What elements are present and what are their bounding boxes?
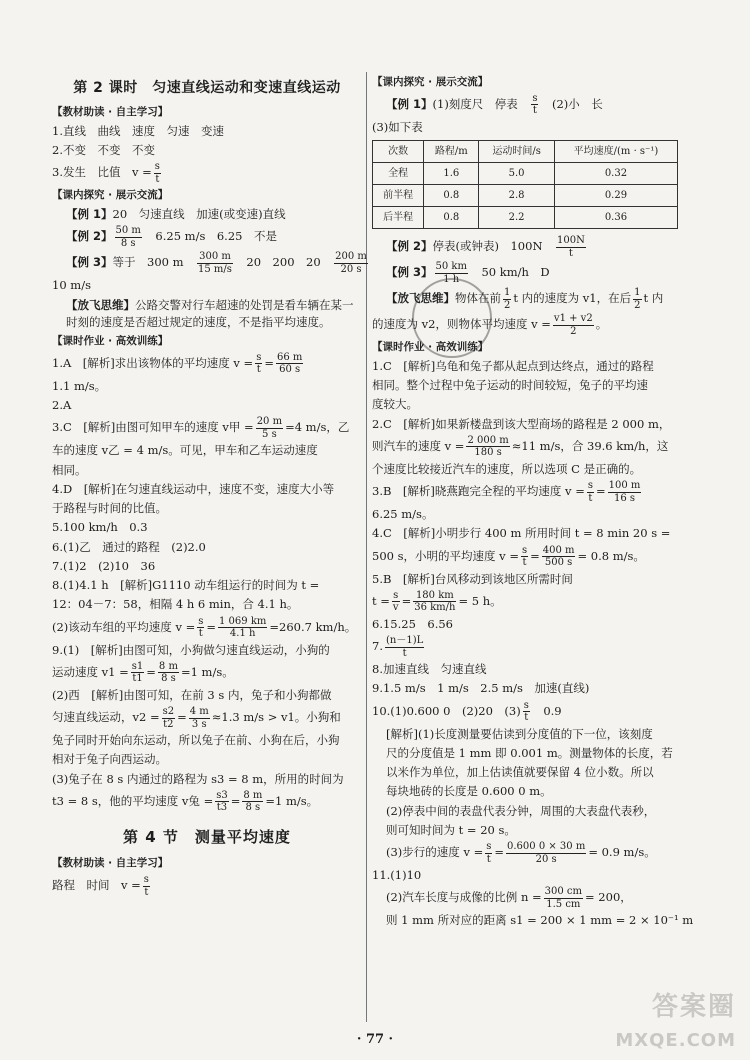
thinking-text: 。 <box>595 317 608 331</box>
fraction <box>242 790 263 814</box>
answer-text: 运动速度 v1 = <box>52 664 129 679</box>
answer-line: 7.(1)2 (2)10 36 <box>52 558 156 573</box>
table-cell: 0.29 <box>554 185 677 207</box>
answer-line: 2.A <box>52 398 72 412</box>
answer-text: = <box>206 619 217 634</box>
fraction <box>197 616 204 640</box>
answer-line <box>372 700 702 724</box>
answer-text: = <box>230 793 241 808</box>
example-line <box>372 261 702 285</box>
numerator: s <box>143 874 149 885</box>
answer-line: (2)停表中间的表盘代表分钟，周围的大表盘代表秒， <box>386 803 656 818</box>
answer-line: 9.(1) [解析]由图可知，小狗做匀速直线运动，小狗的 <box>52 642 330 657</box>
numerator: s <box>523 699 529 711</box>
answer-text: t3 = 8 s，他的平均速度 v兔 = <box>52 793 214 808</box>
table-row <box>373 163 678 185</box>
answer-text: = 0.8 m/s。 <box>577 548 645 563</box>
table-header: 次数 <box>373 141 424 163</box>
table-cell: 0.32 <box>554 163 677 185</box>
numerator: 1 <box>504 287 511 298</box>
answer-text: =1 m/s。 <box>180 664 234 679</box>
fraction <box>115 225 142 249</box>
denominator: t2 <box>163 718 174 730</box>
denominator: t <box>588 492 593 504</box>
example-text: 等于 300 m <box>112 255 184 270</box>
denominator: t1 <box>132 673 143 685</box>
answer-text: 3.发生 比值 v = <box>52 165 152 180</box>
example-text: (1)刻度尺 停表 <box>432 96 518 111</box>
denominator: 16 s <box>613 492 636 504</box>
fraction <box>466 435 509 459</box>
answer-text: = 0.9 m/s。 <box>588 845 656 859</box>
answer-line <box>52 706 362 730</box>
answer-text: 6.(1)乙 通过的路程 <box>52 539 160 554</box>
denominator: t3 <box>216 802 228 814</box>
denominator: 36 km/h <box>414 602 456 614</box>
answer-line <box>52 161 362 185</box>
answer-text: =4 m/s，乙 <box>285 420 350 435</box>
fraction <box>587 480 594 504</box>
answer-line: 5.B [解析]台风移动到该地区所需时间 <box>372 571 573 586</box>
numerator: 100N <box>557 235 585 246</box>
table-cell: 后半程 <box>373 207 424 229</box>
example-line: (3)如下表 <box>372 119 423 134</box>
answer-line: 11.(1)10 <box>372 868 422 882</box>
numerator: 50 m <box>115 225 141 237</box>
fraction <box>556 235 586 259</box>
denominator: 3 s <box>191 718 207 730</box>
numerator: 50 km <box>435 261 467 272</box>
answer-line: [解析](1)长度测量要估读到分度值的下一位，该刻度 <box>386 726 653 741</box>
table-row <box>373 185 678 207</box>
answer-text: (2)2.0 <box>171 539 206 554</box>
answer-line: 兔子同时开始向东运动，所以兔子在前、小狗在后，小狗 <box>52 733 340 747</box>
fraction <box>197 251 233 275</box>
denominator: 60 s <box>279 364 301 376</box>
answer-text: 1.A [解析]求出该物体的平均速度 v = <box>52 355 254 370</box>
fraction <box>392 590 400 614</box>
denominator: 5 s <box>262 428 277 440</box>
answer-text: = <box>146 664 156 679</box>
numerator: 4 m <box>189 706 209 717</box>
answer-line: 则可知时间为 t = 20 s。 <box>386 822 516 837</box>
answer-text: = <box>264 355 274 370</box>
answer-line <box>372 590 702 614</box>
answer-line: 1.直线 曲线 速度 匀速 变速 <box>52 123 224 138</box>
fraction <box>189 706 210 730</box>
answer-line: 相同。 <box>52 462 87 477</box>
table-cell: 5.0 <box>479 163 555 185</box>
page-number: · 77 · <box>356 1032 394 1047</box>
fraction <box>485 841 492 865</box>
numerator: 1 069 km <box>219 615 267 627</box>
table-cell: 0.8 <box>424 207 479 229</box>
fraction <box>633 287 641 311</box>
answer-line <box>372 435 702 459</box>
fraction <box>385 635 424 659</box>
answer-text: = <box>595 484 606 498</box>
right-column <box>372 72 702 932</box>
answer-line: 车的速度 v乙 = 4 m/s。可见，甲车和乙车运动速度 <box>52 443 318 458</box>
numerator: 300 m <box>197 251 233 264</box>
numerator: 8 m <box>243 789 263 801</box>
table-cell: 2.2 <box>479 207 555 229</box>
fraction <box>521 545 528 569</box>
numerator: 100 m <box>608 480 641 491</box>
answer-text: (2)该动车组的平均速度 v = <box>52 619 196 634</box>
left-column <box>52 72 367 900</box>
answer-line <box>372 545 702 569</box>
example-tag: 【例 2】 <box>66 229 113 244</box>
answer-line: 相同。整个过程中兔子运动的时间较短，兔子的平均速 <box>372 378 648 392</box>
table-header: 路程/m <box>424 141 479 163</box>
denominator: t <box>532 105 537 117</box>
fraction <box>413 590 456 614</box>
numerator: 400 m <box>542 544 575 556</box>
numerator: s3 <box>216 789 228 801</box>
thinking-paragraph <box>52 297 362 332</box>
section-heading: 【教材助读 · 自主学习】 <box>52 857 169 870</box>
answer-line <box>52 539 362 556</box>
denominator: 1 h <box>443 273 460 285</box>
numerator: s <box>486 841 492 852</box>
numerator: 1 <box>634 287 641 298</box>
numerator: s <box>256 351 262 363</box>
thinking-text: 物体在前 <box>455 291 501 305</box>
answer-text: =1 m/s。 <box>265 793 319 808</box>
fraction <box>608 480 642 504</box>
fraction <box>154 161 161 185</box>
table-header: 运动时间/s <box>479 141 555 163</box>
answer-text: =260.7 km/h。 <box>269 619 357 634</box>
answer-text: = <box>494 845 505 859</box>
answer-text: = 200， <box>585 890 632 905</box>
answer-line <box>372 886 702 910</box>
denominator: 180 s <box>474 447 502 459</box>
speed-table <box>372 140 678 229</box>
answer-text: = 5 h。 <box>458 593 502 608</box>
section-heading: 【课内探究 · 展示交流】 <box>52 189 169 202</box>
example-tag: 【例 2】 <box>386 239 433 253</box>
denominator: 1.5 cm <box>546 898 581 910</box>
answer-line: 8.(1)4.1 h [解析]G1110 动车组运行的时间为 t = <box>52 578 320 592</box>
example-line <box>52 206 362 223</box>
table-cell: 2.8 <box>479 185 555 207</box>
fraction <box>215 790 229 814</box>
fraction <box>158 661 179 685</box>
denominator: t <box>144 886 149 898</box>
denominator: 20 s <box>535 853 557 865</box>
fraction <box>531 93 538 117</box>
denominator: t <box>486 853 491 865</box>
numerator: 66 m <box>276 351 303 363</box>
answer-line: 度较大。 <box>372 397 418 412</box>
answer-line <box>52 616 362 640</box>
numerator: 200 m <box>335 251 367 263</box>
fraction <box>544 886 583 910</box>
watermark-line: MXQE.COM <box>615 1030 736 1051</box>
numerator: s <box>393 589 399 601</box>
fraction <box>255 352 262 376</box>
denominator: t <box>256 364 261 376</box>
numerator: 8 m <box>158 660 178 672</box>
example-tag: 【例 3】 <box>66 255 113 270</box>
fraction <box>256 416 283 440</box>
table-header: 平均速度/(m · s⁻¹) <box>554 141 677 163</box>
example-text: 停表(或钟表) 100N <box>432 239 543 253</box>
fraction <box>542 545 576 569</box>
numerator: 300 cm <box>544 886 583 898</box>
thinking-text: 公路交警对行车超速的处罚是看车辆在某一时刻的速度是否超过规定的速度，不是指平均速度。 <box>66 297 354 329</box>
example-line <box>372 235 702 259</box>
fraction <box>218 616 267 640</box>
table-header-row <box>373 141 678 163</box>
answer-text: 10.(1)0.600 0 (2)20 (3) <box>372 703 521 718</box>
numerator: s1 <box>131 660 144 672</box>
example-tag: 【例 1】 <box>66 207 113 221</box>
fraction <box>503 287 511 311</box>
example-text: 20 匀速直线 加速(或变速)直线 <box>112 207 286 221</box>
numerator: s <box>587 480 593 491</box>
answer-line: 4.D [解析]在匀速直线运动中，速度不变，速度大小等 <box>52 481 335 496</box>
denominator: 2 <box>504 299 511 311</box>
denominator: 20 s <box>340 263 362 275</box>
answer-text: 匀速直线运动，v2 = <box>52 710 160 724</box>
example-text: 20 200 20 <box>246 255 321 270</box>
answer-line: (3)兔子在 8 s 内通过的路程为 s3 = 8 m，所用的时间为 <box>52 771 344 786</box>
fraction <box>162 706 176 730</box>
numerator: s <box>198 615 204 627</box>
answer-line <box>372 480 702 504</box>
denominator: t <box>198 628 203 639</box>
answer-line: 6.25 m/s。 <box>372 507 434 521</box>
answer-text: 路程 时间 v = <box>52 878 141 892</box>
denominator: 500 s <box>544 557 573 568</box>
table-cell: 0.36 <box>554 207 677 229</box>
denominator: t <box>524 712 529 723</box>
fraction <box>553 313 594 337</box>
denominator: 8 s <box>120 237 136 249</box>
answer-line <box>52 661 362 685</box>
numerator: v1 + v2 <box>553 313 593 324</box>
denominator: 2 <box>634 299 641 311</box>
example-text: 6.25 m/s 6.25 不是 <box>155 229 277 244</box>
answer-text: = <box>401 593 412 608</box>
fraction <box>334 251 368 275</box>
example-text: (2)小 长 <box>551 96 603 111</box>
example-tag: 【例 1】 <box>386 96 433 111</box>
watermark-logo <box>615 988 736 1054</box>
numerator: s2 <box>162 706 175 717</box>
table-cell: 1.6 <box>424 163 479 185</box>
thinking-text: 的速度为 v2，则物体平均速度 v = <box>372 317 551 331</box>
inspection-stamp <box>412 278 492 358</box>
denominator: t <box>155 173 160 185</box>
answer-line: 每块地砖的长度是 0.600 0 m。 <box>386 784 552 799</box>
table-row <box>373 207 678 229</box>
answer-line: 相对于兔子向西运动。 <box>52 752 167 767</box>
answer-line: 4.C [解析]小明步行 400 m 所用时间 t = 8 min 20 s = <box>372 526 671 541</box>
answer-line: 6.15.25 6.56 <box>372 616 453 631</box>
fraction <box>523 700 530 724</box>
table-cell: 0.8 <box>424 185 479 207</box>
answer-line: (2)西 [解析]由图可知，在前 3 s 内，兔子和小狗都做 <box>52 687 332 702</box>
answer-line <box>52 874 362 898</box>
section-heading: 【教材助读 · 自主学习】 <box>52 106 169 118</box>
numerator: (n－1)L <box>385 635 424 646</box>
thinking-text: t 内的速度为 v1，在后 <box>513 291 632 305</box>
denominator: 4.1 h <box>229 628 256 639</box>
fraction <box>131 661 145 685</box>
answer-line: 2.C [解析]如果新楼盘到该大型商场的路程是 2 000 m， <box>372 416 671 431</box>
denominator: 2 <box>570 325 577 337</box>
numerator: s <box>154 161 160 173</box>
answer-text: 3.C [解析]由图可知甲车的速度 v甲 = <box>52 420 254 435</box>
table-cell: 前半程 <box>373 185 424 207</box>
example-tag: 【例 3】 <box>386 265 433 279</box>
denominator: t <box>522 557 527 568</box>
answer-text: 3.B [解析]晓燕跑完全程的平均速度 v = <box>372 484 585 498</box>
numerator: 180 km <box>413 590 456 603</box>
answer-text: 500 s，小明的平均速度 v = <box>372 548 519 563</box>
numerator: s <box>521 544 528 556</box>
answer-text: 7. <box>372 639 383 653</box>
answer-line: 则 1 mm 所对应的距离 s1 = 200 × 1 mm = 2 × 10⁻¹ m <box>386 913 694 928</box>
answer-text: ≈11 m/s，合 39.6 km/h，这 <box>511 438 669 453</box>
numerator: 20 m <box>256 416 283 428</box>
answer-line: 尺的分度值是 1 mm 即 0.001 m。测量物体的长度，若 <box>386 745 673 760</box>
answer-line: 于路程与时间的比值。 <box>52 501 167 515</box>
denominator: 8 s <box>161 673 176 685</box>
answer-line <box>52 352 362 376</box>
answer-line: 2.不变 不变 不变 <box>52 143 155 157</box>
numerator: 2 000 m <box>467 434 509 446</box>
example-line <box>52 251 367 275</box>
example-text: 50 km/h D <box>481 265 550 279</box>
answer-line <box>52 790 362 814</box>
example-line <box>372 93 702 117</box>
fraction <box>506 841 586 865</box>
denominator: 15 m/s <box>198 263 232 275</box>
numerator: 0.600 0 × 30 m <box>507 841 586 852</box>
watermark-line: 答案圈 <box>651 992 736 1022</box>
thinking-tag: 【放飞思维】 <box>386 291 455 305</box>
table-cell: 全程 <box>373 163 424 185</box>
answer-line: 1.1 m/s。 <box>52 378 107 393</box>
answer-line: 8.加速直线 匀速直线 <box>372 662 487 676</box>
answer-line: 12：04－7：58，相隔 4 h 6 min，合 4.1 h。 <box>52 597 299 612</box>
section-heading: 【课时作业 · 高效训练】 <box>52 335 169 347</box>
answer-line: 9.1.5 m/s 1 m/s 2.5 m/s 加速(直线) <box>372 681 590 696</box>
example-line: 10 m/s <box>52 278 91 293</box>
numerator: s <box>532 92 538 104</box>
column-divider <box>366 72 367 1022</box>
denominator: t <box>568 247 573 259</box>
answer-line: 个速度比较接近汽车的速度，所以选项 C 是正确的。 <box>372 461 642 476</box>
answer-line <box>372 635 702 659</box>
denominator: t <box>402 647 407 659</box>
thinking-tag: 【放飞思维】 <box>66 297 135 312</box>
answer-line: 以米作为单位，加上估读值就要保留 4 位小数。所以 <box>386 765 654 779</box>
fraction <box>276 352 303 376</box>
example-line <box>52 225 362 249</box>
answer-text: (3)步行的速度 v = <box>386 845 484 859</box>
denominator: v <box>392 602 399 614</box>
answer-line <box>372 841 702 865</box>
answer-text: 则汽车的速度 v = <box>372 438 465 453</box>
answer-text: = <box>177 710 187 724</box>
answer-text: (2)汽车长度与成像的比例 n = <box>386 890 542 905</box>
section-heading: 【课时作业 · 高效训练】 <box>372 341 489 353</box>
answer-line: 1.C [解析]乌龟和兔子都从起点到达终点，通过的路程 <box>372 358 654 373</box>
section-heading: 【课内探究 · 展示交流】 <box>372 76 489 88</box>
lesson-title: 第 2 课时 匀速直线运动和变速直线运动 <box>73 80 341 96</box>
answer-text: t = <box>372 593 390 608</box>
section-title: 第 4 节 测量平均速度 <box>123 827 291 846</box>
answer-line: 5.100 km/h 0.3 <box>52 520 148 535</box>
answer-text: 0.9 <box>543 703 562 718</box>
denominator: 8 s <box>245 802 261 814</box>
answer-line <box>52 416 362 440</box>
thinking-text: t 内 <box>643 291 664 305</box>
answer-text: ≈1.3 m/s > v1。小狗和 <box>211 710 341 724</box>
answer-text: = <box>530 548 540 563</box>
fraction <box>143 874 150 898</box>
